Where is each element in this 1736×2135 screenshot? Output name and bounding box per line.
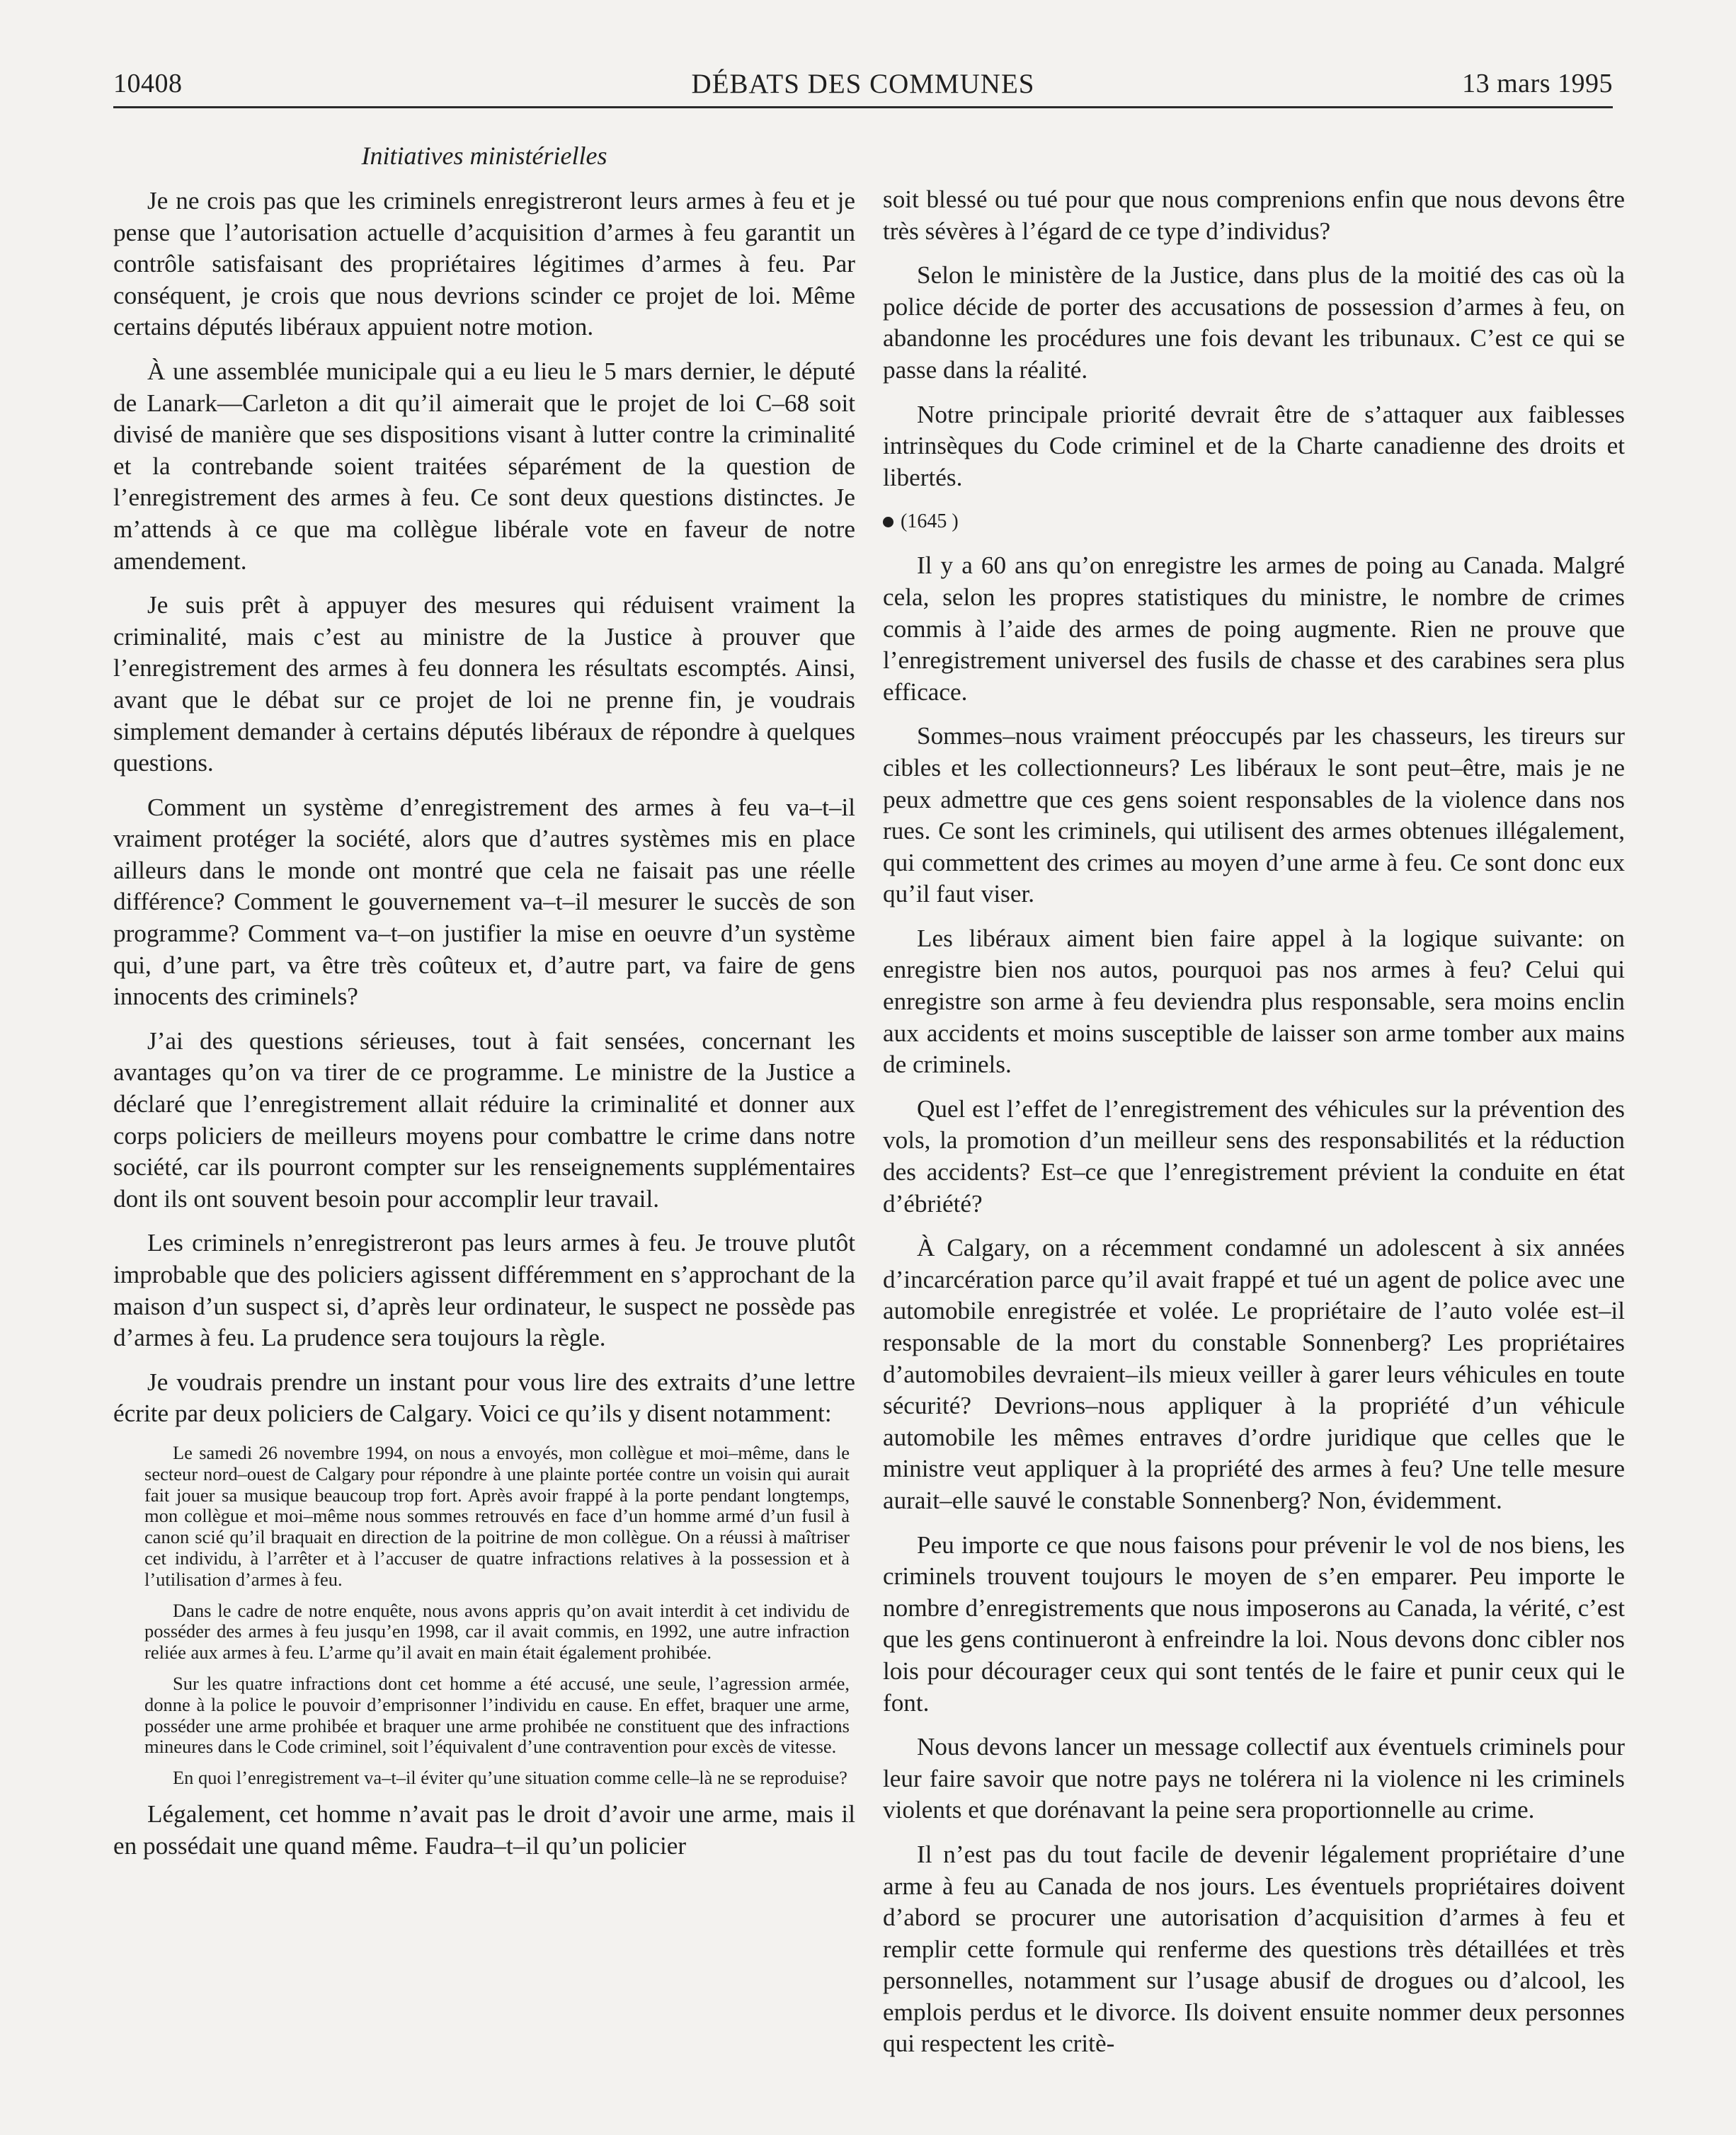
- paragraph: À Calgary, on a récemment condamné un adolescent à six années d’incarcération parce qu’il avait frappé et tué un agent de police avec une automobile enregistrée et volée. Le propriétaire de l’auto volée est–il responsable de la mort du constable Sonnenberg? Les propriétaires d’automobiles devraient–ils mieux veiller à garer leurs véhicules en toute sécurité? Devrions–nous appliquer à la propriété d’un véhicule automobile les mêmes entraves d’ordre juridique que celles que le ministre veut appliquer à la propriété des armes à feu? Une telle mesure aurait–elle sauvé le constable Sonnenberg? Non, évidemment.: [883, 1234, 1625, 1514]
- section-title: Initiatives ministérielles: [361, 142, 607, 170]
- left-column: [113, 139, 855, 1874]
- time-marker: [883, 506, 1625, 537]
- page-number: 10408: [113, 69, 183, 98]
- paragraph: Légalement, cet homme n’avait pas le droit d’avoir une arme, mais il en possédait une quand même. Faudra–t–il qu’un policier: [113, 1799, 855, 1860]
- page-header: [113, 64, 1613, 108]
- paragraph: Quel est l’effet de l’enregistrement des véhicules sur la prévention des vols, la promotion d’un meilleur sens des responsabilités et la réduction des accidents? Est–ce que l’enregistrement prévient la conduite en état d’ébriété?: [883, 1094, 1625, 1218]
- right-column: [883, 184, 1625, 2073]
- quote-paragraph: En quoi l’enregistrement va–t–il éviter qu’une situation comme celle–là ne se reproduise?: [173, 1767, 847, 1789]
- issue-date: 13 mars 1995: [1462, 69, 1613, 98]
- paragraph: Il n’est pas du tout facile de devenir légalement propriétaire d’une arme à feu au Canada de nos jours. Les éventuels propriétaires doivent d’abord se procurer une autorisation d’acquisition d’armes à feu et remplir cette formule qui renferme des questions très détaillées et très personnelles, notamment sur l’usage abusif de drogues ou d’alcool, les emplois perdus et le divorce. Ils doivent ensuite nommer deux personnes qui respectent les critè-: [883, 1840, 1625, 2058]
- paragraph: Sommes–nous vraiment préoccupés par les chasseurs, les tireurs sur cibles et les collectionneurs? Les libéraux le sont peut–être, mais je ne peux admettre que ces gens soient responsables de la violence dans nos rues. Ce sont les criminels, qui utilisent des armes obtenues illégalement, qui commettent des crimes au moyen d’une arme à feu. Ce sont donc eux qu’il faut viser.: [883, 722, 1625, 908]
- paragraph: À une assemblée municipale qui a eu lieu le 5 mars dernier, le député de Lanark—Carleton a dit qu’il aimerait que le projet de loi C–68 soit divisé de manière que ses dispositions visant à lutter contre la criminalité et la contrebande soient traitées séparément de la question de l’enregistrement des armes à feu. Ce sont deux questions distinctes. Je m’attends à ce que ma collègue libérale vote en faveur de notre amendement.: [113, 357, 855, 575]
- quote-paragraph: Sur les quatre infractions dont cet homme a été accusé, une seule, l’agression armée, donne à la police le pouvoir d’emprisonner l’individu en cause. En effet, braquer une arme, posséder une arme prohibée et braquer une arme prohibée ne constituent que des infractions mineures dans le Code criminel, soit l’équivalent d’une contravention pour excès de vitesse.: [144, 1672, 850, 1758]
- paragraph-continuation: soit blessé ou tué pour que nous comprenions enfin que nous devons être très sévères à l’égard de ce type d’individus?: [883, 185, 1625, 245]
- paragraph: Je ne crois pas que les criminels enregistreront leurs armes à feu et je pense que l’autorisation actuelle d’acquisition d’armes à feu garantit un contrôle satisfaisant des propriétaires légitimes d’armes à feu. Par conséquent, je crois que nous devrions scinder ce projet de loi. Même certains députés libéraux appuient notre motion.: [113, 187, 855, 341]
- publication-title: DÉBATS DES COMMUNES: [691, 69, 1035, 99]
- paragraph: Selon le ministère de la Justice, dans plus de la moitié des cas où la police décide de porter des accusations de possession d’armes à feu, on abandonne les procédures une fois devant les tribunaux. C’est ce qui se passe dans la réalité.: [883, 261, 1625, 384]
- paragraph: Les libéraux aiment bien faire appel à la logique suivante: on enregistre bien nos autos, pourquoi pas nos armes à feu? Celui qui enregistre son arme à feu deviendra plus responsable, sera moins enclin aux accidents et moins susceptible de laisser son arme tomber aux mains de criminels.: [883, 924, 1625, 1079]
- paragraph: Peu importe ce que nous faisons pour prévenir le vol de nos biens, les criminels trouvent toujours le moyen de s’en emparer. Peu importe le nombre d’enregistrements que nous imposerons au Canada, la vérité, c’est que les gens continueront à enfreindre la loi. Nous devons donc cibler nos lois pour décourager ceux qui sont tentés de le faire et punir ceux qui le font.: [883, 1530, 1625, 1717]
- timestamp-text: (1645 ): [901, 510, 959, 533]
- paragraph: Nous devons lancer un message collectif aux éventuels criminels pour leur faire savoir que notre pays ne tolérera ni la violence ni les criminels violents et que dorénavant la peine sera proportionnelle au crime.: [883, 1733, 1625, 1824]
- paragraph: J’ai des questions sérieuses, tout à fait sensées, concernant les avantages qu’on va tirer de ce programme. Le ministre de la Justice a déclaré que l’enregistrement allait réduire la criminalité et donner aux corps policiers de meilleurs moyens pour combattre le crime dans notre société, car ils pourront compter sur les renseignements supplémentaires dont ils ont souvent besoin pour accomplir leur travail.: [113, 1026, 855, 1213]
- quote-paragraph: Dans le cadre de notre enquête, nous avons appris qu’on avait interdit à cet individu de posséder des armes à feu jusqu’en 1998, car il avait commis, en 1992, une autre infraction reliée aux armes à feu. L’arme qu’il avait en main était également prohibée.: [144, 1599, 850, 1664]
- paragraph: Comment un système d’enregistrement des armes à feu va–t–il vraiment protéger la société, alors que d’autres systèmes mis en place ailleurs dans le monde ont montré que cela ne faisait pas une réelle différence? Comment le gouvernement va–t–il mesurer le succès de son programme? Comment va–t–on justifier la mise en oeuvre d’un système qui, d’une part, va être très coûteux et, d’autre part, va faire de gens innocents des criminels?: [113, 793, 855, 1011]
- letter-quote: [144, 1443, 850, 1789]
- paragraph: Je voudrais prendre un instant pour vous lire des extraits d’une lettre écrite par deux policiers de Calgary. Voici ce qu’ils y disent notamment:: [113, 1368, 855, 1428]
- paragraph: Notre principale priorité devrait être de s’attaquer aux faiblesses intrinsèques du Code criminel et de la Charte canadienne des droits et libertés.: [883, 400, 1625, 491]
- paragraph: Il y a 60 ans qu’on enregistre les armes de poing au Canada. Malgré cela, selon les propres statistiques du ministre, le nombre de crimes commis à l’aide des armes de poing augmente. Rien ne prouve que l’enregistrement universel des fusils de chasse et des carabines sera plus efficace.: [883, 551, 1625, 706]
- paragraph: Je suis prêt à appuyer des mesures qui réduisent vraiment la criminalité, mais c’est au ministre de la Justice à prouver que l’enregistrement des armes à feu donnera les résultats escomptés. Ainsi, avant que le débat sur ce projet de loi ne prenne fin, je voudrais simplement demander à certains députés libéraux de répondre à quelques questions.: [113, 591, 855, 777]
- quote-paragraph: Le samedi 26 novembre 1994, on nous a envoyés, mon collègue et moi–même, dans le secteur nord–ouest de Calgary pour répondre à une plainte portée contre un voisin qui aurait fait jouer sa musique beaucoup trop fort. Après avoir frappé à la porte pendant longtemps, mon collègue et moi–même nous sommes retrouvés en face d’un homme armé d’un fusil à canon scié qu’il braquait en direction de la poitrine de mon collègue. On a réussi à maîtriser cet individu, à l’arrêter et à l’accuser de quatre infractions relatives à la possession et à l’utilisation d’armes à feu.: [144, 1441, 850, 1590]
- paragraph: Les criminels n’enregistreront pas leurs armes à feu. Je trouve plutôt improbable que des policiers agissent différemment en s’approchant de la maison d’un suspect si, d’après leur ordinateur, le suspect ne possède pas d’armes à feu. La prudence sera toujours la règle.: [113, 1229, 855, 1352]
- bullet-icon: [883, 517, 893, 527]
